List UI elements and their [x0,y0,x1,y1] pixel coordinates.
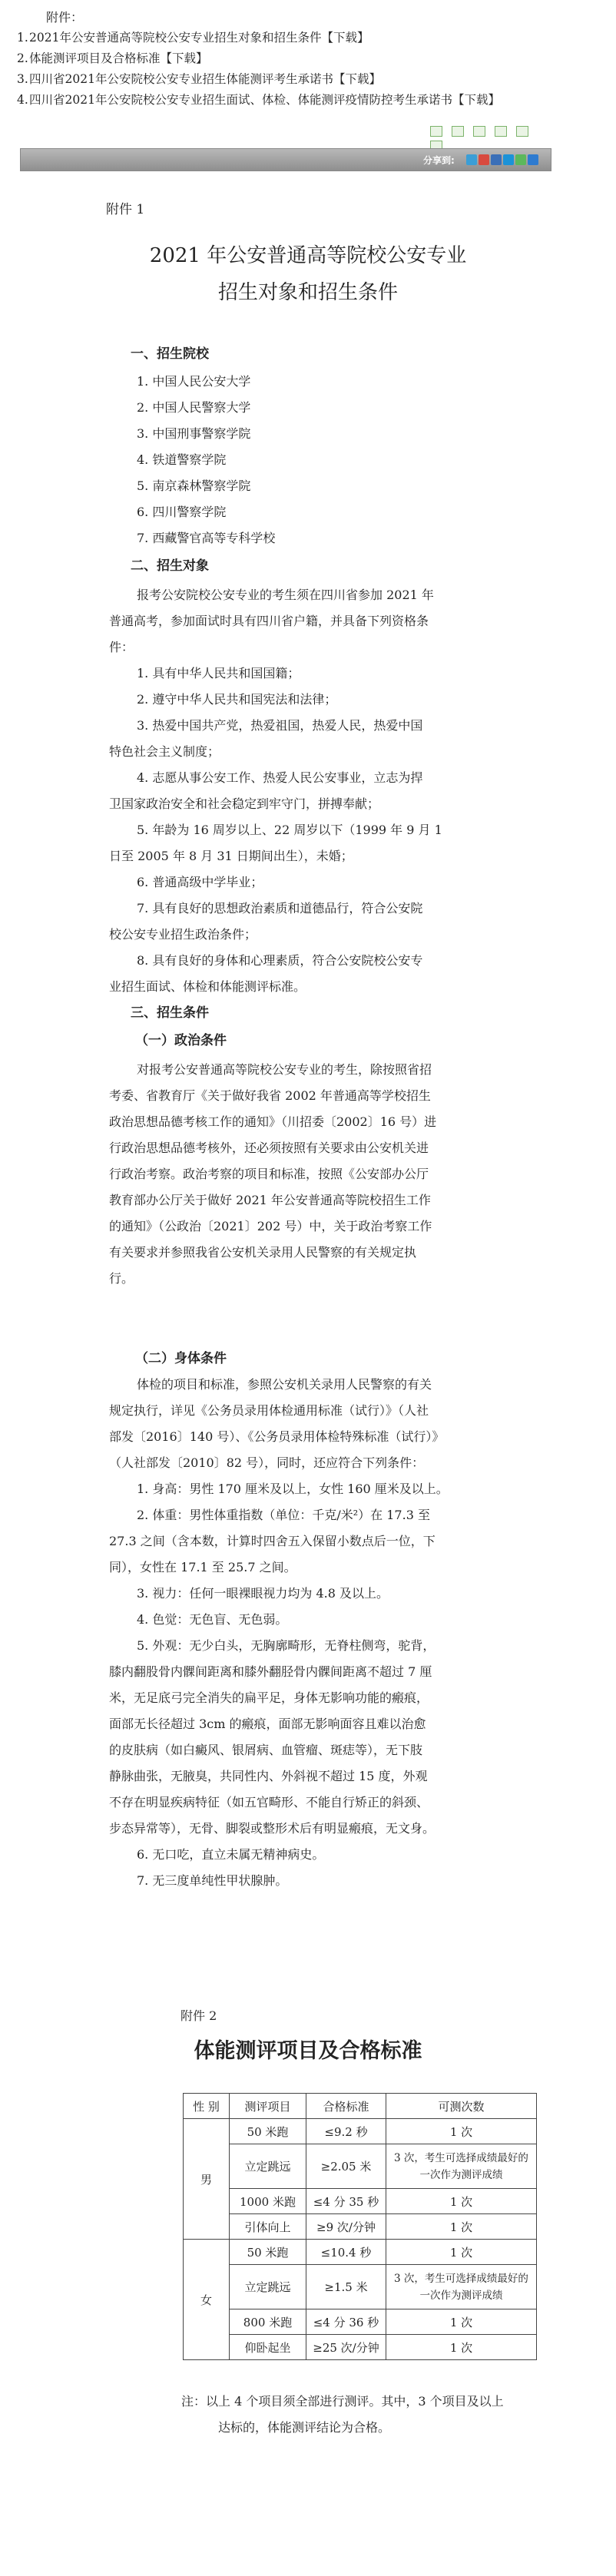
attachments-list [0,28,500,111]
gender-cell: 男 [184,2119,230,2240]
table-row: 800 米跑 ≤4 分 36 秒 1 次 [184,2309,537,2335]
physical-paragraph: 体检的项目和标准，参照公安机关录用人民警察的有关 规定执行，详见《公务员录用体检通用标准（试行）》（人社 部发〔2016〕140 号）、《公务员录用体检特殊标准（试行）》 （人社部发〔2010〕82 号），同时，还应符合下列条件： 1. 身高：男性 170 厘米及以上，女性 160 厘米及以上。 2. 体重：男性体重指数（单位：千克/米²）在 17.3 至 27.3 之间（含本数，计算时四舍五入保留小数点后一位，下 同），女性在 17.1 至 25.7 之间。 3. 视力：任何一眼裸眼视力均为 4.8 及以上。 4. 色觉：无色盲、无色弱。 5. 外观：无少白头，无胸廓畸形，无脊柱侧弯，驼背， 膝内翻股骨内髁间距离和膝外翻胫骨内髁间距离不超过 7 厘 米，无足底弓完全消失的扁平足，身体无影响功能的瘢痕， 面部无长径超过 3cm 的瘢痕，面部无影响面容且难以治愈 的皮肤病（如白癜风、银屑病、血管瘤、斑痣等），无下肢 静脉曲张，无腋臭，共同性内、外斜视不超过 15 度，外观 不存在明显疾病特征（如五官畸形、不能自行矫正的斜颈、 步态异常等），无骨、脚裂或整形术后有明显瘢痕，无文身。 6. 无口吃，直立未属无精神病史。 7. 无三度单纯性甲状腺肿。 [109,1377,449,1888]
toolbar-icon[interactable] [516,126,528,137]
toolbar-icon[interactable] [473,126,485,137]
attachment-item[interactable]: 1.2021年公安普通高等院校公安专业招生对象和招生条件【下载】 [17,31,369,45]
school-item: 5. 南京森林警察学院 [137,478,251,493]
share-more-icon[interactable] [528,154,538,165]
school-item: 2. 中国人民警察大学 [137,400,251,415]
doc2-title: 体能测评项目及合格标准 [194,2039,422,2063]
attachments-heading: 附件： [46,10,84,25]
doc2-label: 附件 2 [180,2008,217,2023]
table-row: 仰卧起坐 ≥25 次/分钟 1 次 [184,2335,537,2360]
doc1-label: 附件 1 [106,202,145,217]
toolbar-icon[interactable] [495,126,507,137]
fitness-standard-table [183,2093,537,2360]
subsection-heading: （一）政治条件 [135,1033,227,1048]
eligibility-paragraph: 报考公安院校公安专业的考生须在四川省参加 2021 年 普通高考，参加面试时具有四川省户籍，并具备下列资格条 件： 1. 具有中华人民共和国国籍； 2. 遵守中华人民共和国宪法和法律； 3. 热爱中国共产党，热爱祖国，热爱人民，热爱中国 特色社会主义制度； 4. 志愿从事公安工作、热爱人民公安事业，立志为捍 卫国家政治安全和社会稳定到牢守门，拼搏奉献； 5. 年龄为 16 周岁以上、22 周岁以下（1999 年 9 月 1 日至 2005 年 8 月 31 日期间出生），未婚； 6. 普通高级中学毕业； 7. 具有良好的思想政治素质和道德品行，符合公安院 校公安专业招生政治条件； 8. 具有良好的身体和心理素质，符合公安院校公安专 业招生面试、体检和体能测评标准。 [109,588,442,994]
gender-cell: 女 [184,2240,230,2360]
share-weibo-icon[interactable] [479,154,489,165]
floating-toolbar [430,125,545,139]
attachment-item[interactable]: 3.四川省2021年公安院校公安专业招生体能测评考生承诺书【下载】 [17,72,381,86]
school-item: 6. 四川警察学院 [137,505,227,519]
school-item: 7. 西藏警官高等专科学校 [137,531,276,545]
table-row: 立定跳远 ≥2.05 米 3 次，考生可选择成绩最好的一次作为测评成绩 [184,2144,537,2189]
table-header-row: 性 别 测评项目 合格标准 可测次数 [184,2094,537,2119]
doc1-title-line2: 招生对象和招生条件 [217,281,398,304]
table-row: 女 50 米跑 ≤10.4 秒 1 次 [184,2240,537,2265]
school-item: 1. 中国人民公安大学 [137,374,251,389]
share-renren-icon[interactable] [491,154,502,165]
attachment-item[interactable]: 2.体能测评项目及合格标准【下载】 [17,51,208,65]
table-note: 注：以上 4 个项目须全部进行测评。其中，3 个项目及以上 达标的，体能测评结论为合格。 [181,2394,504,2435]
attachment-item[interactable]: 4.四川省2021年公安院校公安专业招生面试、体检、体能测评疫情防控考生承诺书【下载】 [17,93,500,107]
toolbar-icon[interactable] [430,126,442,137]
share-bar [20,148,551,171]
school-item: 4. 铁道警察学院 [137,452,227,467]
download-link[interactable]: 【下载】 [160,51,208,65]
table-row: 1000 米跑 ≤4 分 35 秒 1 次 [184,2189,537,2214]
table-row: 立定跳远 ≥1.5 米 3 次，考生可选择成绩最好的一次作为测评成绩 [184,2265,537,2309]
section-heading: 一、招生院校 [131,346,209,362]
toolbar-icon[interactable] [452,126,464,137]
share-qzone-icon[interactable] [466,154,477,165]
section-heading: 二、招生对象 [131,558,209,574]
download-link[interactable]: 【下载】 [452,93,500,107]
download-link[interactable]: 【下载】 [321,31,369,45]
share-tencent-icon[interactable] [503,154,514,165]
political-paragraph: 对报考公安普通高等院校公安专业的考生，除按照省招 考委、省教育厅《关于做好我省 2002 年普通高等学校招生 政治思想品德考核工作的通知》（川招委〔2002〕16 号）进 行政治思想品德考核外，还必须按照有关要求由公安机关进 行政治考察。政治考察的项目和标准，按照《公安部办公厅 教育部办公厅关于做好 2021 年公安普通高等院校招生工作 的通知》（公政治〔2021〕202 号）中，关于政治考察工作 有关要求并参照我省公安机关录用人民警察的有关规定执 行。 [109,1062,437,1286]
table-row: 男 50 米跑 ≤9.2 秒 1 次 [184,2119,537,2144]
doc1-title-line1: 2021 年公安普通高等院校公安专业 [149,244,467,267]
table-row: 引体向上 ≥9 次/分钟 1 次 [184,2214,537,2240]
download-link[interactable]: 【下载】 [333,72,381,86]
school-item: 3. 中国刑事警察学院 [137,426,251,441]
section-heading: 三、招生条件 [131,1005,209,1021]
share-wechat-icon[interactable] [515,154,526,165]
subsection-heading: （二）身体条件 [135,1351,227,1366]
share-label: 分享到: [423,155,455,166]
